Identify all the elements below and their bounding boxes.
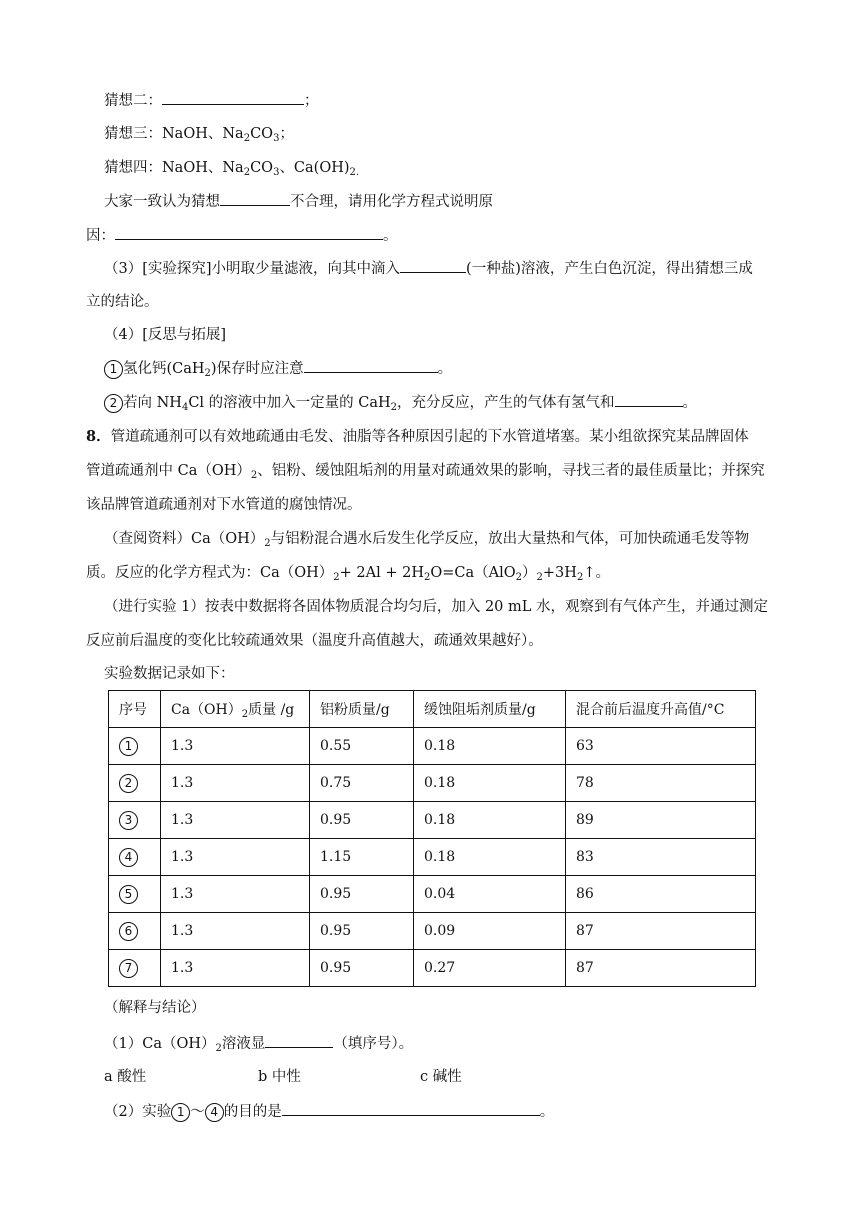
table-cell: 0.95	[310, 950, 414, 987]
guess-3: 猜想三：NaOH、$Na_2CO_3$；	[104, 126, 294, 144]
table-cell: 1.3	[161, 913, 310, 950]
record-label: 实验数据记录如下：	[104, 666, 235, 682]
circled-number: 3	[119, 811, 138, 830]
data-table	[108, 690, 756, 987]
table-cell: 1.3	[161, 802, 310, 839]
reflection-1-blank[interactable]	[304, 358, 438, 373]
table-cell: 78	[566, 765, 756, 802]
table-row	[109, 765, 756, 802]
header-cell: 混合前后温度升高值/°C	[566, 691, 756, 728]
question-number: 8．	[86, 428, 111, 445]
consensus-blank[interactable]	[220, 191, 290, 206]
row-index-cell	[109, 913, 161, 950]
experiment-1-line-2: 反应前后温度的变化比较疏通效果（温度升高值越大，疏通效果越好）。	[86, 633, 543, 649]
row-index-cell	[109, 802, 161, 839]
table-header-row	[109, 691, 756, 728]
reflection-2-blank[interactable]	[615, 392, 683, 407]
circled-number: 1	[171, 1103, 190, 1122]
e1-blank[interactable]	[265, 1033, 333, 1048]
table-cell: 86	[566, 876, 756, 913]
table-cell: 0.55	[310, 728, 414, 765]
table-row	[109, 913, 756, 950]
reflection-2: 2 若向 $NH_4Cl$ 的溶液中加入一定量的 CaH$_2$，充分反应，产生的气体有氢气和 。	[104, 392, 697, 413]
table-row	[109, 802, 756, 839]
circled-number: 4	[205, 1103, 224, 1122]
circled-number: 4	[119, 848, 138, 867]
row-index-cell	[109, 765, 161, 802]
row-index-cell	[109, 728, 161, 765]
option-a: a 酸性	[104, 1069, 147, 1085]
table-cell: 0.18	[414, 765, 566, 802]
table-cell: 87	[566, 950, 756, 987]
table-row	[109, 839, 756, 876]
table-row	[109, 728, 756, 765]
q8-intro-3: 该品牌管道疏通剂对下水管道的腐蚀情况。	[86, 497, 362, 513]
table-cell: 87	[566, 913, 756, 950]
circled-number: 2	[104, 394, 123, 413]
circled-number: 1	[119, 737, 138, 756]
header-cell: $Ca(OH)_2$质量 /g	[161, 691, 310, 728]
table-cell: 1.3	[161, 876, 310, 913]
reference-1: （查阅资料）$Ca(OH)_2$与铝粉混合遇水后发生化学反应，放出大量热和气体，可加快疏通毛发等物	[104, 531, 750, 549]
table-cell: 89	[566, 802, 756, 839]
table-cell: 0.95	[310, 876, 414, 913]
table-cell: 1.3	[161, 839, 310, 876]
reflection-1: 1 氢化钙(CaH$_2$)保存时应注意 。	[104, 358, 452, 379]
table-cell: 0.95	[310, 913, 414, 950]
exp3-line: （3）[实验探究]小明取少量滤液，向其中滴入 (一种盐)溶液，产生白色沉淀，得出猜想三成	[104, 258, 753, 279]
reason-line: 因： 。	[86, 225, 398, 246]
table-cell: 83	[566, 839, 756, 876]
guess-4: 猜想四：NaOH、$Na_2CO_3$、$Ca(OH)_{2.}$	[104, 160, 360, 178]
table-cell: 0.27	[414, 950, 566, 987]
option-b: b 中性	[258, 1069, 301, 1085]
table-cell: 0.18	[414, 728, 566, 765]
row-index-cell	[109, 839, 161, 876]
e2-blank[interactable]	[282, 1101, 540, 1116]
guess-2-blank[interactable]	[162, 90, 304, 105]
table-row	[109, 950, 756, 987]
table-cell: 1.3	[161, 950, 310, 987]
consensus-line: 大家一致认为猜想 不合理，请用化学方程式说明原	[104, 191, 493, 212]
exp4-heading: （4）[反思与拓展]	[104, 327, 227, 343]
q8-intro-2: 管道疏通剂中 $Ca(OH)_2$、铝粉、缓蚀阻垢剂的用量对疏通效果的影响，寻找三者的最佳质量比；并探究	[86, 463, 765, 481]
circled-number: 6	[119, 922, 138, 941]
header-cell: 铝粉质量/g	[310, 691, 414, 728]
experiment-1-line-1: （进行实验 1）按表中数据将各固体物质混合均匀后，加入 20 mL 水，观察到有气体产生，并通过测定	[104, 599, 768, 615]
header-cell: 缓蚀阻垢剂质量/g	[414, 691, 566, 728]
row-index-cell	[109, 876, 161, 913]
explain-heading: （解释与结论）	[104, 1000, 206, 1016]
exp3-line-2: 立的结论。	[86, 294, 159, 310]
reason-blank[interactable]	[115, 225, 383, 240]
guess-2: 猜想二： ；	[104, 90, 319, 111]
e1-line: $(1)Ca(OH)_2$溶液显 （填序号）。	[104, 1033, 413, 1054]
circled-number: 2	[119, 774, 138, 793]
e2-line: （2）实验 1 ～ 4 的目的是 。	[104, 1101, 554, 1122]
table-cell: 63	[566, 728, 756, 765]
table-cell: 0.09	[414, 913, 566, 950]
option-c: c 碱性	[420, 1069, 462, 1085]
reference-2: 质。反应的化学方程式为：$Ca(OH)_2+ 2Al$ + $2H_2O=Ca(AlO_2)_2+3H_2↑$。	[86, 565, 610, 583]
table-cell: 1.3	[161, 728, 310, 765]
table-cell: 1.3	[161, 765, 310, 802]
circled-number: 7	[119, 959, 138, 978]
table-cell: 1.15	[310, 839, 414, 876]
table-cell: 0.95	[310, 802, 414, 839]
row-index-cell	[109, 950, 161, 987]
table-cell: 0.04	[414, 876, 566, 913]
table-cell: 0.18	[414, 802, 566, 839]
table-cell: 0.75	[310, 765, 414, 802]
circled-number: 1	[104, 360, 123, 379]
q8-intro-1: 8．管道疏通剂可以有效地疏通由毛发、油脂等各种原因引起的下水管道堵塞。某小组欲探究某品牌固体	[86, 428, 749, 445]
table-row	[109, 876, 756, 913]
table-cell: 0.18	[414, 839, 566, 876]
header-cell: 序号	[109, 691, 161, 728]
circled-number: 5	[119, 885, 138, 904]
exp3-blank[interactable]	[400, 258, 466, 273]
